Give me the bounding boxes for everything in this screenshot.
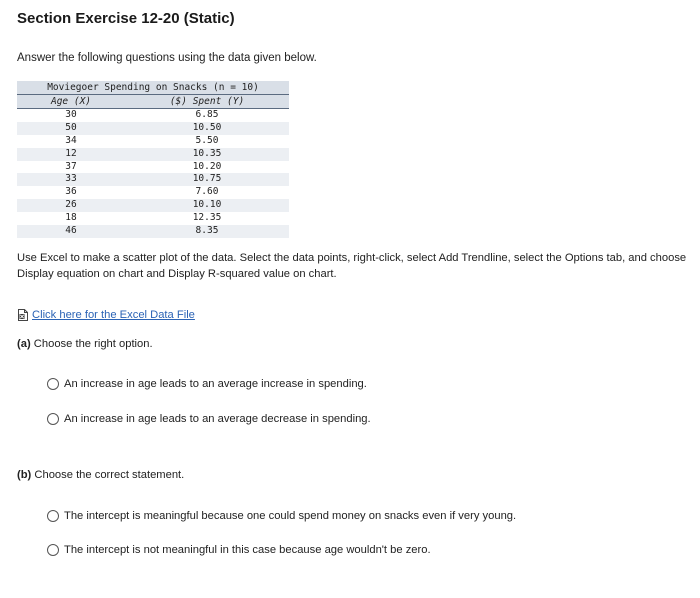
part-b-prompt: Choose the correct statement. [34, 469, 185, 481]
radio-button[interactable] [47, 378, 59, 390]
excel-data-link-label[interactable]: Click here for the Excel Data File [32, 309, 195, 321]
part-a-option-2[interactable] [47, 413, 371, 425]
spent-cell: 10.10 [192, 199, 222, 211]
age-cell: 50 [65, 121, 77, 133]
table-row [17, 135, 289, 148]
excel-file-icon [17, 309, 29, 321]
excel-data-link[interactable] [17, 309, 195, 321]
age-cell: 33 [65, 173, 77, 185]
age-cell: 26 [65, 199, 77, 211]
age-cell: 12 [65, 147, 77, 159]
part-a-option-1[interactable] [47, 378, 367, 390]
spent-cell: 7.60 [195, 186, 219, 198]
age-cell: 34 [65, 134, 77, 146]
column-header-age: Age (X) [50, 96, 92, 107]
part-a-label: (a) [17, 338, 31, 350]
option-label: The intercept is meaningful because one could spend money on snacks even if very young. [64, 510, 517, 522]
option-label: An increase in age leads to an average decrease in spending. [64, 413, 371, 425]
part-b-label: (b) [17, 469, 32, 481]
table-row [17, 109, 289, 122]
radio-button[interactable] [47, 413, 59, 425]
spent-cell: 5.50 [195, 134, 219, 146]
table-row [17, 122, 289, 135]
part-b-option-2[interactable] [47, 544, 431, 556]
part-a-heading [17, 338, 153, 350]
table-row [17, 225, 289, 238]
age-cell: 46 [65, 225, 77, 237]
instructions-text: Use Excel to make a scatter plot of the data. Select the data points, right-click, select Add Trendline, select the Options tab, and choose Display equation on chart and Display R-squared value on chart. [17, 252, 687, 280]
option-label: An increase in age leads to an average increase in spending. [64, 378, 367, 390]
table-caption: Moviegoer Spending on Snacks (n = 10) [17, 81, 289, 95]
table-row [17, 148, 289, 161]
spent-cell: 12.35 [192, 212, 222, 224]
part-a-prompt: Choose the right option. [33, 338, 153, 350]
spent-cell: 6.85 [195, 109, 219, 120]
table-body [17, 109, 289, 238]
age-cell: 37 [65, 160, 77, 172]
spent-cell: 10.35 [192, 147, 222, 159]
table-row [17, 199, 289, 212]
table-header [17, 95, 289, 109]
page-title: Section Exercise 12-20 (Static) [17, 10, 235, 27]
spent-cell: 10.75 [192, 173, 222, 185]
table-row [17, 161, 289, 174]
spent-cell: 10.50 [192, 121, 222, 133]
part-b-heading [17, 469, 184, 481]
intro-text: Answer the following questions using the data given below. [17, 52, 317, 64]
column-header-spent: ($) Spent (Y) [169, 96, 245, 107]
part-b-option-1[interactable] [47, 510, 516, 522]
spent-cell: 10.20 [192, 160, 222, 172]
spent-cell: 8.35 [195, 225, 219, 237]
data-table [17, 81, 289, 238]
table-row [17, 212, 289, 225]
radio-button[interactable] [47, 544, 59, 556]
table-row [17, 173, 289, 186]
age-cell: 36 [65, 186, 77, 198]
age-cell: 18 [65, 212, 77, 224]
option-label: The intercept is not meaningful in this case because age wouldn't be zero. [64, 544, 431, 556]
table-row [17, 186, 289, 199]
age-cell: 30 [65, 109, 77, 120]
radio-button[interactable] [47, 510, 59, 522]
